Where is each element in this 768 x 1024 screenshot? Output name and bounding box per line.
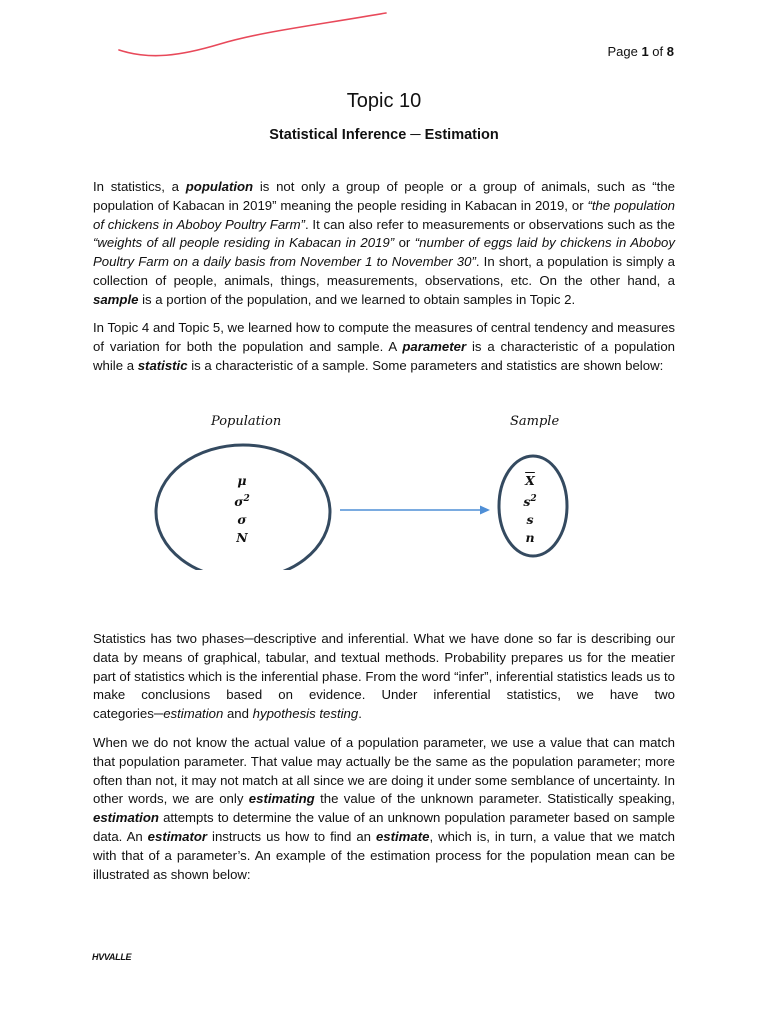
text-run: When we do not know the actual value of a population parameter, we use a value that can match that population parameter. That value may actually be the same as the population parameter; more often than not, it may not match at all since we are doing it under some semblance of uncertainty. In other words, we are only <box>93 735 675 807</box>
population-symbols <box>222 472 262 547</box>
page-title: Topic 10 <box>346 90 422 112</box>
symbol-N: N <box>236 530 248 546</box>
text-run: attempts to determine the value of an unknown population parameter based on sample data. An <box>93 810 675 844</box>
paragraph-parameter-statistic <box>93 319 675 375</box>
paragraph-estimation <box>93 734 675 884</box>
symbol-mu: μ <box>237 473 247 488</box>
text-run: instructs us how to find an <box>207 828 376 844</box>
symbol-s: s <box>526 512 534 528</box>
text-run: . In short, a population is simply a collection of people, animals, things, measurements, observations, etc. On the other hand, a <box>93 254 675 288</box>
text-run: is not only a group of people or a group of animals, such as “the population of Kabacan in 2019” meaning the people residing in Kabacan in 2019, or <box>93 179 675 213</box>
paragraph-population <box>93 178 675 310</box>
italic-text: “weights of all people residing in Kabacan in 2019” <box>93 235 395 251</box>
text-run: . <box>358 706 362 722</box>
italic-text: estimation <box>163 706 224 722</box>
text-run: and <box>223 706 253 722</box>
symbol-n: n <box>525 530 535 546</box>
symbol-sigma-squared: $\sigma^2$ <box>234 494 250 510</box>
paragraph-phases <box>93 630 675 724</box>
inference-arrow-head <box>480 506 490 515</box>
text-run: Statistics has two phases─descriptive and inferential. What we have done so far is describing our data by means of graphical, tabular, and textual methods. Probability prepares us for the meatier part of statistics which is the inferential phase. From the word “infer”, inferential statistics leads us to make conclusions based on evidence. Under inferential statistics, we have two categories─ <box>93 631 675 722</box>
symbol-sigma: σ <box>237 512 247 528</box>
red-ink-stroke <box>110 8 400 68</box>
population-label: Population <box>211 414 282 429</box>
text-run: is a portion of the population, and we learned to obtain samples in Topic 2. <box>138 291 576 307</box>
diagram-shapes <box>0 400 768 570</box>
page-subtitle: Statistical Inference ─ Estimation <box>269 127 499 143</box>
emphasis-term: sample <box>93 291 139 307</box>
text-run: In Topic 4 and Topic 5, we learned how to compute the measures of central tendency and measures of variation for both the population and sample. A <box>93 320 675 354</box>
footer-signature: HVVALLE <box>92 952 132 962</box>
symbol-s-squared: $s^2$ <box>523 494 537 510</box>
text-run: or <box>394 235 415 251</box>
italic-text: “the population of chickens in Aboboy Poultry Farm” <box>93 197 675 232</box>
sample-symbols <box>510 472 550 547</box>
sample-label: Sample <box>510 414 560 429</box>
emphasis-term: population <box>185 179 254 194</box>
parameter-statistic-diagram <box>0 400 768 570</box>
text-run: is a characteristic of a sample. Some parameters and statistics are shown below: <box>187 357 664 373</box>
emphasis-term: statistic <box>137 357 188 373</box>
text-run: . It can also refer to measurements or observations such as the <box>304 216 676 232</box>
text-run: is a characteristic of a population while a <box>93 338 675 373</box>
emphasis-term: estimating <box>248 791 315 807</box>
emphasis-term: estimation <box>93 810 159 826</box>
page-number: Page 1 of 8 <box>607 44 674 59</box>
emphasis-term: estimator <box>147 828 208 844</box>
symbol-x-bar: $\overline{X}$ <box>525 473 535 488</box>
emphasis-term: estimate <box>375 828 430 844</box>
italic-text: “number of eggs laid by chickens in Aboboy Poultry Farm on a daily basis from November 1 to November 30” <box>93 235 675 270</box>
emphasis-term: parameter <box>402 338 467 354</box>
text-run: the value of the unknown parameter. Statistically speaking, <box>314 791 675 807</box>
text-run: In statistics, a <box>93 179 186 194</box>
text-run: , which is, in turn, a value that we match with that of a parameter’s. An example of the estimation process for the population mean can be illustrated as shown below: <box>93 828 676 882</box>
italic-text: hypothesis testing <box>252 706 359 722</box>
